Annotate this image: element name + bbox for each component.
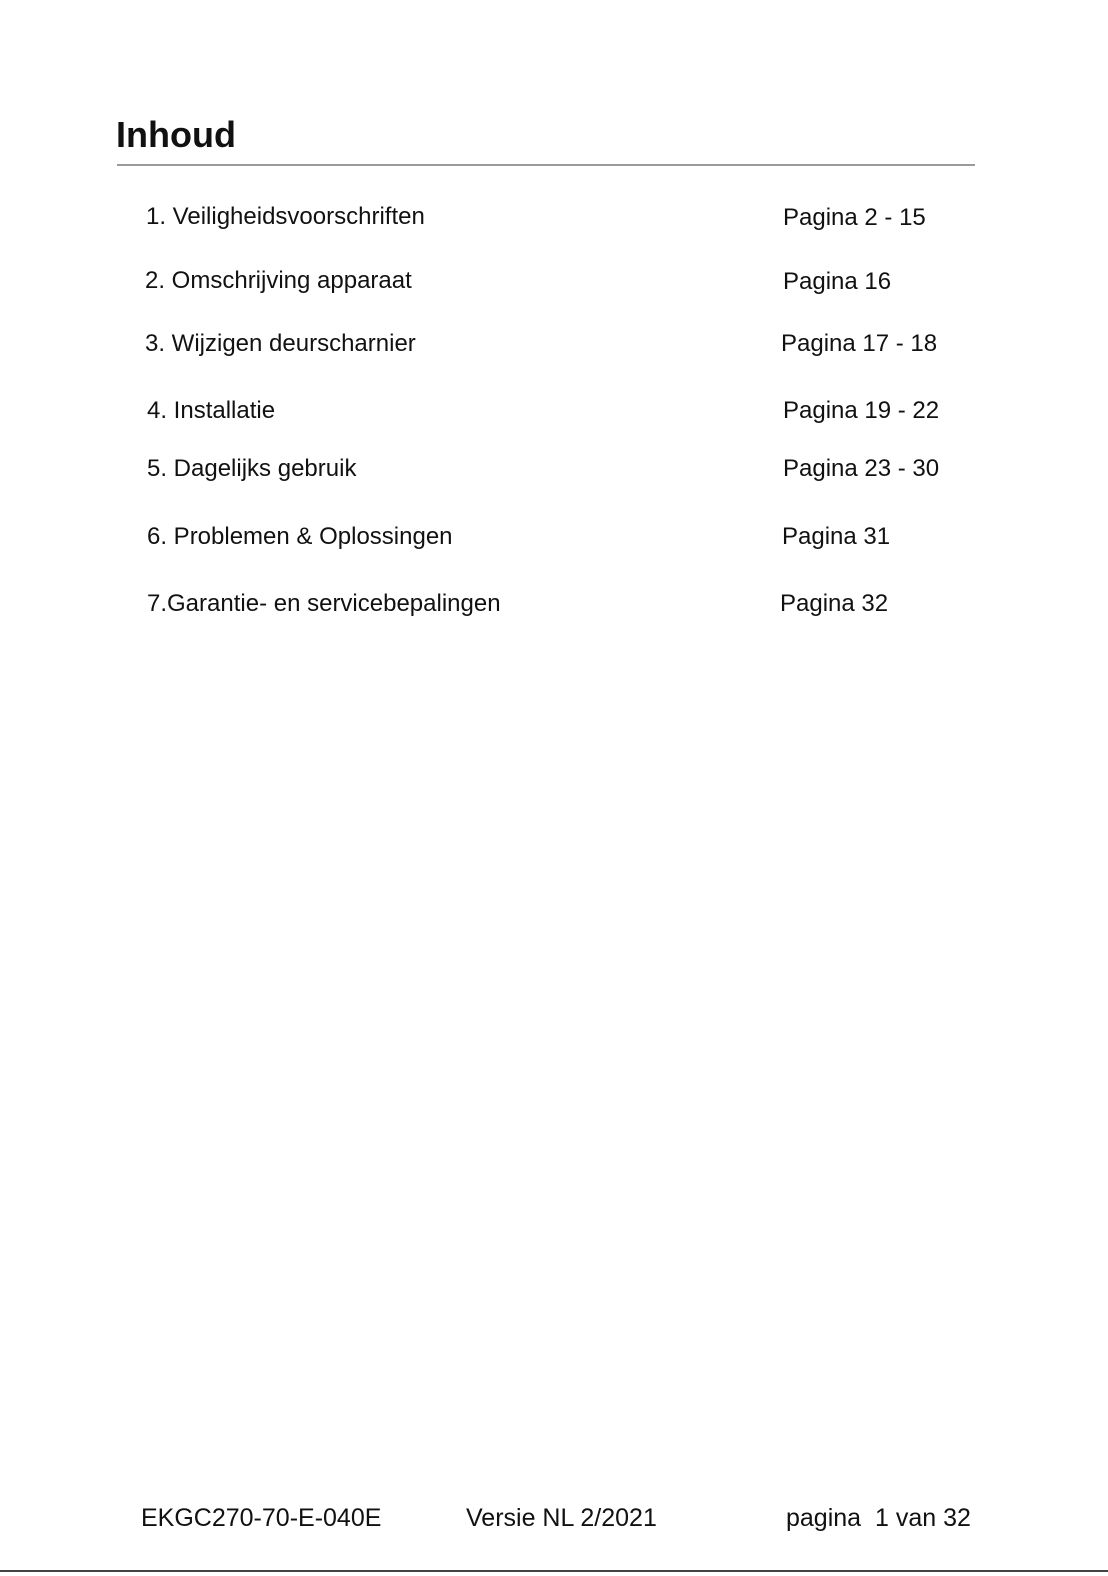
- toc-entry-page[interactable]: Pagina 17 - 18: [781, 330, 938, 357]
- toc-entry-page[interactable]: Pagina 31: [782, 523, 891, 550]
- toc-entry-page[interactable]: Pagina 16: [783, 268, 892, 295]
- toc-entry-label[interactable]: 4. Installatie: [147, 397, 276, 424]
- toc-entry-page[interactable]: Pagina 2 - 15: [783, 204, 926, 231]
- title-divider: [117, 164, 975, 166]
- toc-entry-label[interactable]: 5. Dagelijks gebruik: [147, 455, 357, 482]
- toc-entry-label[interactable]: 6. Problemen & Oplossingen: [147, 523, 453, 550]
- toc-entry-label[interactable]: 7.Garantie- en servicebepalingen: [147, 590, 501, 617]
- footer-version: Versie NL 2/2021: [466, 1504, 657, 1532]
- toc-entry-page[interactable]: Pagina 32: [780, 590, 889, 617]
- toc-entry-label[interactable]: 1. Veiligheidsvoorschriften: [146, 203, 425, 230]
- footer-model: EKGC270-70-E-040E: [141, 1504, 382, 1532]
- toc-entry-label[interactable]: 2. Omschrijving apparaat: [145, 267, 412, 294]
- toc-entry-page[interactable]: Pagina 19 - 22: [783, 397, 940, 424]
- toc-entry-label[interactable]: 3. Wijzigen deurscharnier: [145, 330, 416, 357]
- page-bottom-border: [0, 1570, 1108, 1572]
- toc-entry-page[interactable]: Pagina 23 - 30: [783, 455, 940, 482]
- footer-page-number: pagina 1 van 32: [786, 1504, 971, 1532]
- page-title: Inhoud: [116, 114, 236, 155]
